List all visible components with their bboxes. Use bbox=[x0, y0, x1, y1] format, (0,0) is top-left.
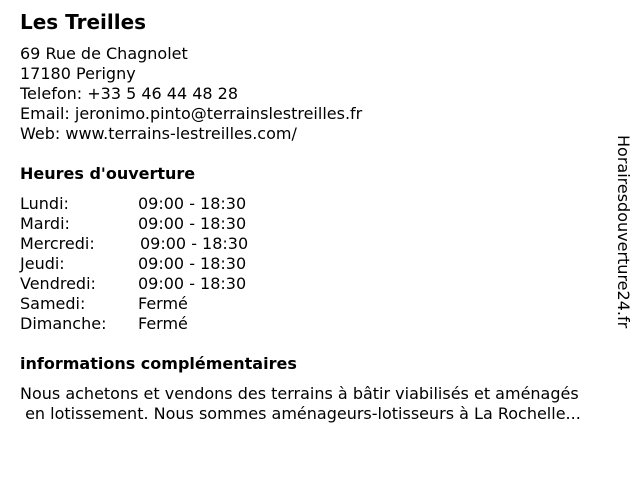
address-city: 17180 Perigny bbox=[20, 64, 136, 83]
time-value: 09:00 - 18:30 bbox=[138, 254, 247, 273]
info-line-1: Nous achetons et vendons des terrains à bâtir viabilisés et aménagés bbox=[20, 384, 579, 403]
hours-row-thursday bbox=[20, 254, 340, 274]
hours-row-saturday bbox=[20, 294, 340, 314]
brand-text: Horairesdouverture24.fr bbox=[614, 135, 633, 329]
email-address: Email: jeronimo.pinto@terrainslestreilles.fr bbox=[20, 104, 363, 123]
brand-watermark bbox=[613, 135, 633, 345]
info-heading: informations complémentaires bbox=[20, 354, 297, 373]
website-address: Web: www.terrains-lestreilles.com/ bbox=[20, 124, 297, 143]
info-description bbox=[20, 384, 632, 424]
opening-hours-table bbox=[20, 194, 340, 334]
time-value: Fermé bbox=[138, 294, 188, 313]
hours-row-sunday bbox=[20, 314, 340, 334]
info-line-2: en lotissement. Nous sommes aménageurs-lotisseurs à La Rochelle... bbox=[20, 404, 581, 423]
time-value: 09:00 - 18:30 bbox=[138, 194, 247, 213]
hours-row-friday bbox=[20, 274, 340, 294]
day-label: Lundi: bbox=[20, 194, 69, 213]
address-street: 69 Rue de Chagnolet bbox=[20, 44, 188, 63]
time-value: 09:00 - 18:30 bbox=[138, 274, 247, 293]
day-label: Vendredi: bbox=[20, 274, 96, 293]
hours-row-wednesday bbox=[20, 234, 340, 254]
time-value: Fermé bbox=[138, 314, 188, 333]
hours-row-tuesday bbox=[20, 214, 340, 234]
day-label: Mardi: bbox=[20, 214, 70, 233]
day-label: Samedi: bbox=[20, 294, 86, 313]
business-name: Les Treilles bbox=[20, 10, 147, 34]
contact-details bbox=[20, 44, 362, 144]
hours-row-monday bbox=[20, 194, 340, 214]
phone-number: Telefon: +33 5 46 44 48 28 bbox=[20, 84, 239, 103]
day-label: Dimanche: bbox=[20, 314, 107, 333]
time-value: 09:00 - 18:30 bbox=[138, 214, 247, 233]
day-label: Mercredi: bbox=[20, 234, 95, 253]
time-value: 09:00 - 18:30 bbox=[140, 234, 249, 253]
day-label: Jeudi: bbox=[20, 254, 65, 273]
hours-heading: Heures d'ouverture bbox=[20, 164, 196, 183]
